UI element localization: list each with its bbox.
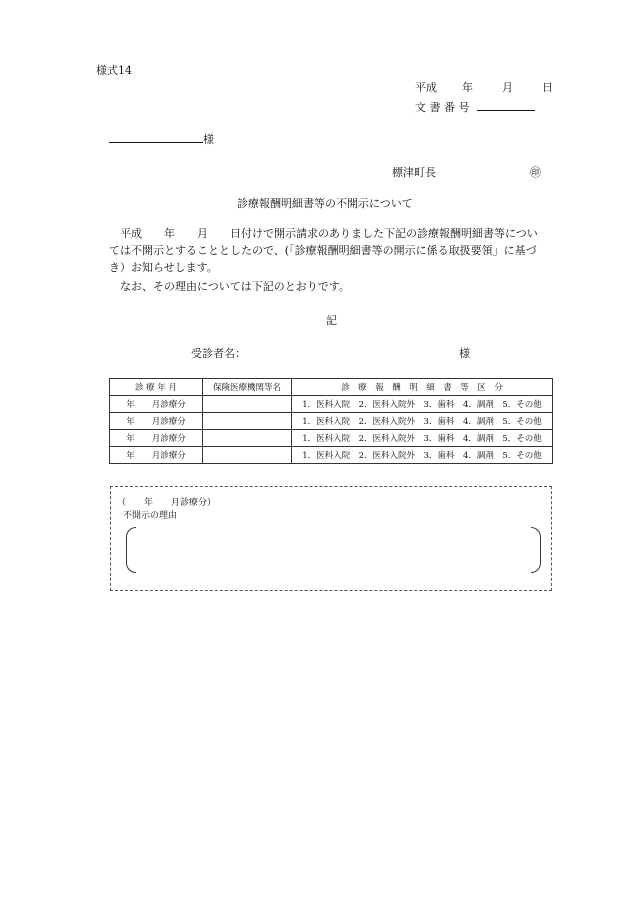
date-era: 平成: [415, 81, 437, 94]
cell-institution: [203, 447, 292, 464]
addressee-field: [109, 130, 203, 143]
ki-heading: 記: [326, 314, 337, 327]
date-year: 年: [462, 81, 473, 94]
cell-month: 年 月診療分: [110, 396, 203, 413]
body-line: 平成 年 月 日付けで開示請求のありました下記の診療報酬明細書等につい: [109, 227, 538, 240]
header-category: 診 療 報 酬 明 細 書 等 区 分: [292, 379, 553, 396]
cell-category: 1．医科入院 2．医科入院外 3．歯科 4．調剤 5．その他: [292, 447, 553, 464]
issuer-title: 標津町長: [392, 166, 436, 179]
reason-box: [110, 486, 552, 591]
doc-number-line: [415, 98, 535, 115]
cell-month: 年 月診療分: [110, 447, 203, 464]
cell-category: 1．医科入院 2．医科入院外 3．歯科 4．調剤 5．その他: [292, 396, 553, 413]
header-institution: 保険医療機関等名: [203, 379, 292, 396]
table-row: [110, 430, 553, 447]
date-day: 日: [542, 81, 553, 94]
header-month: 診 療 年 月: [110, 379, 203, 396]
doc-number-label: 文 書 番 号: [415, 101, 470, 114]
cell-month: 年 月診療分: [110, 413, 203, 430]
records-table: [109, 378, 553, 464]
table-header-row: [110, 379, 553, 396]
document-title: 診療報酬明細書等の不開示について: [237, 197, 413, 210]
seal-mark: ㊞: [530, 166, 541, 179]
cell-category: 1．医科入院 2．医科入院外 3．歯科 4．調剤 5．その他: [292, 413, 553, 430]
cell-category: 1．医科入院 2．医科入院外 3．歯科 4．調剤 5．その他: [292, 430, 553, 447]
cell-institution: [203, 396, 292, 413]
patient-name-suffix: 様: [459, 347, 470, 360]
form-number: 様式14: [96, 64, 132, 77]
cell-institution: [203, 430, 292, 447]
addressee-suffix: 様: [203, 133, 214, 146]
cell-institution: [203, 413, 292, 430]
body-paragraph-2: なお、その理由については下記のとおりです。: [109, 280, 350, 293]
table-row: [110, 413, 553, 430]
body-line: ては不開示とすることとしたので、(「診療報酬明細書等の開示に係る取扱要領」に基づ: [109, 244, 537, 257]
reason-period-label: （ 年 月診療分）: [117, 498, 217, 508]
body-line: き）お知らせします。: [109, 261, 218, 274]
cell-month: 年 月診療分: [110, 430, 203, 447]
patient-name-label: 受診者名：: [191, 347, 246, 360]
body-paragraph-1: [109, 225, 555, 276]
addressee-line: [109, 130, 214, 147]
date-line: [415, 81, 553, 95]
left-bracket: [126, 527, 136, 573]
date-month: 月: [502, 81, 513, 94]
table-row: [110, 447, 553, 464]
doc-number-field: [477, 98, 535, 111]
reason-label: 不開示の理由: [123, 511, 178, 521]
right-bracket: [531, 527, 541, 573]
table-row: [110, 396, 553, 413]
